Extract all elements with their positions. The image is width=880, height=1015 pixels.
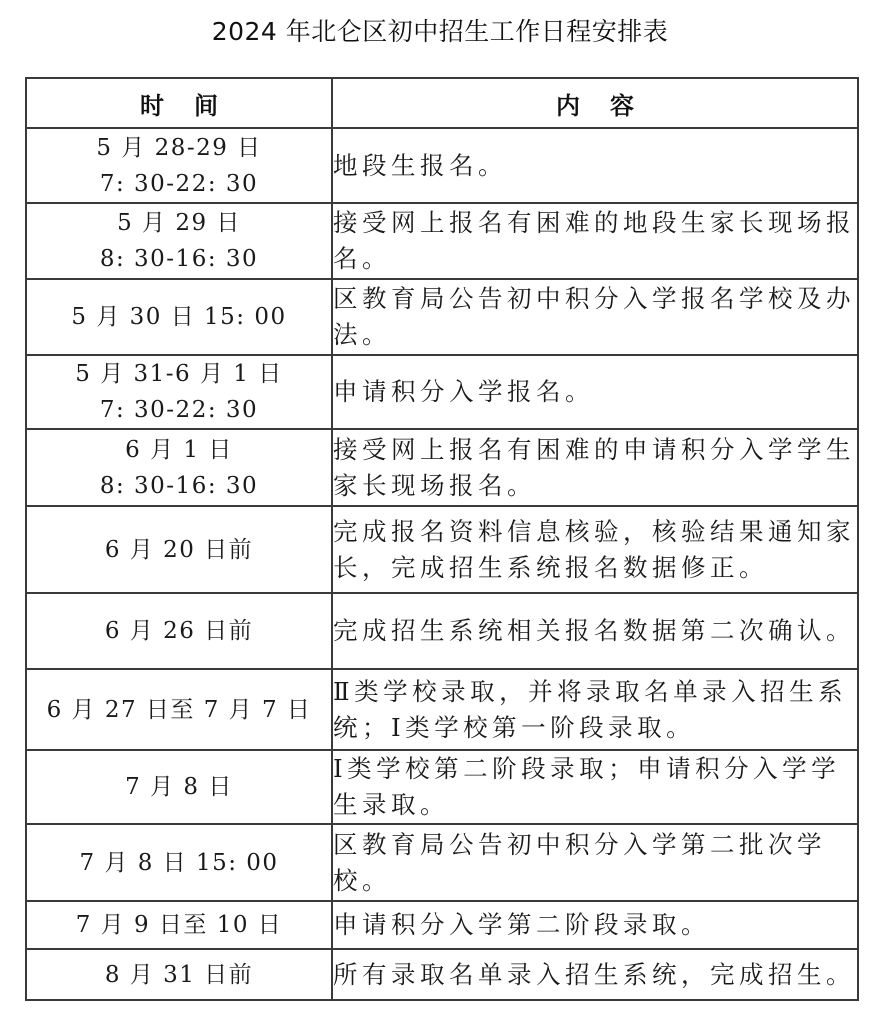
table-row xyxy=(26,750,858,824)
content-cell: 完成报名资料信息核验，核验结果通知家长，完成招生系统报名数据修正。 xyxy=(332,506,858,593)
table-row xyxy=(26,593,858,669)
content-cell: 所有录取名单录入招生系统，完成招生。 xyxy=(332,949,858,1000)
time-cell: 7 月 8 日 15: 00 xyxy=(26,824,332,901)
header-content: 内容 xyxy=(332,78,858,128)
time-cell: 5 月 29 日 8: 30-16: 30 xyxy=(26,203,332,279)
time-cell: 6 月 20 日前 xyxy=(26,506,332,593)
time-cell: 6 月 27 日至 7 月 7 日 xyxy=(26,669,332,750)
content-cell: 接受网上报名有困难的申请积分入学学生家长现场报名。 xyxy=(332,429,858,506)
content-cell: 申请积分入学报名。 xyxy=(332,355,858,429)
content-cell: 地段生报名。 xyxy=(332,128,858,203)
time-cell: 6 月 1 日 8: 30-16: 30 xyxy=(26,429,332,506)
time-cell: 7 月 9 日至 10 日 xyxy=(26,901,332,949)
schedule-table xyxy=(25,77,859,1001)
content-cell: 区教育局公告初中积分入学报名学校及办法。 xyxy=(332,279,858,355)
content-cell: 完成招生系统相关报名数据第二次确认。 xyxy=(332,593,858,669)
table-row xyxy=(26,429,858,506)
time-cell: 5 月 31-6 月 1 日 7: 30-22: 30 xyxy=(26,355,332,429)
content-cell: 接受网上报名有困难的地段生家长现场报名。 xyxy=(332,203,858,279)
table-row xyxy=(26,669,858,750)
content-cell: 申请积分入学第二阶段录取。 xyxy=(332,901,858,949)
table-row xyxy=(26,355,858,429)
document-title: 2024 年北仑区初中招生工作日程安排表 xyxy=(211,17,669,46)
table-row xyxy=(26,279,858,355)
content-cell: 区教育局公告初中积分入学第二批次学校。 xyxy=(332,824,858,901)
table-row xyxy=(26,901,858,949)
table-row xyxy=(26,506,858,593)
time-cell: 5 月 28-29 日 7: 30-22: 30 xyxy=(26,128,332,203)
table-row xyxy=(26,824,858,901)
header-time: 时间 xyxy=(26,78,332,128)
table-header-row xyxy=(26,78,858,128)
content-cell: Ⅰ类学校第二阶段录取；申请积分入学学生录取。 xyxy=(332,750,858,824)
time-cell: 5 月 30 日 15: 00 xyxy=(26,279,332,355)
content-cell: Ⅱ类学校录取，并将录取名单录入招生系统；Ⅰ类学校第一阶段录取。 xyxy=(332,669,858,750)
time-cell: 8 月 31 日前 xyxy=(26,949,332,1000)
table-row xyxy=(26,128,858,203)
time-cell: 6 月 26 日前 xyxy=(26,593,332,669)
time-cell: 7 月 8 日 xyxy=(26,750,332,824)
table-row xyxy=(26,949,858,1000)
table-row xyxy=(26,203,858,279)
